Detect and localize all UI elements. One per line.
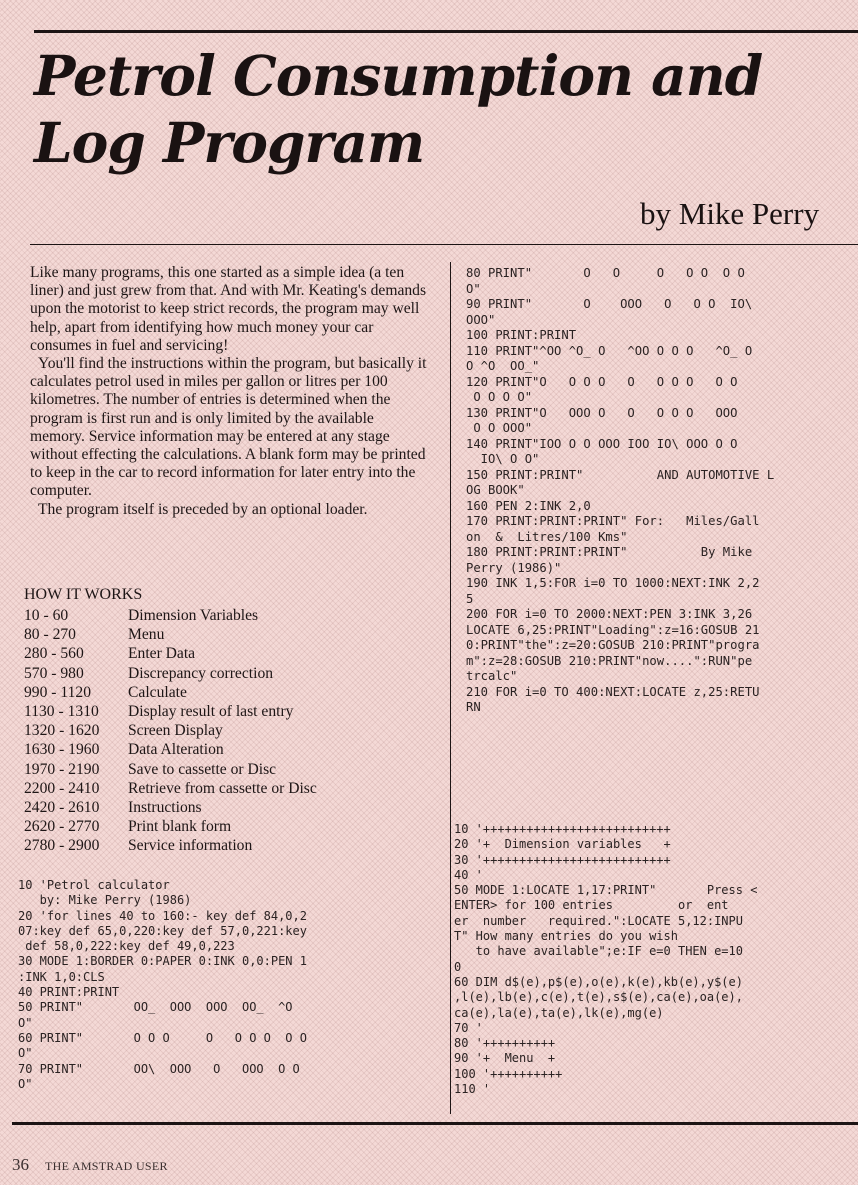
- section-description: Data Alteration: [128, 741, 224, 759]
- table-row: [24, 779, 434, 798]
- line-range: 2780 - 2900: [24, 837, 100, 855]
- byline: by Mike Perry: [640, 196, 820, 231]
- intro-text: [30, 264, 430, 519]
- title-line-2: Log Program: [34, 110, 425, 175]
- line-range: 1320 - 1620: [24, 722, 100, 740]
- table-row: [24, 836, 434, 855]
- title-line-1: Petrol Consumption and: [34, 43, 763, 108]
- line-range: 10 - 60: [24, 607, 69, 624]
- line-range: 2200 - 2410: [24, 779, 100, 797]
- table-row: [24, 740, 434, 759]
- section-description: Retrieve from cassette or Disc: [128, 779, 317, 797]
- table-row: [24, 817, 434, 836]
- code-listing-loader: 80 PRINT" O O O O O O O O" 90 PRINT" O OOO O O O IO\ OOO" 100 PRINT:PRINT 110 PRINT"^OO ^O_ O ^OO O O O ^O_ O O ^O OO_" 120 PRINT"O O O O O O O O O O O O O O" 130 PRINT"O OOO O O O O O OOO O O OOO" 140 PRINT"IOO O O OOO IOO IO\ OOO O O IO\ O O" 150 PRINT:PRINT" AND AUTOMOTIVE L OG BOOK" 160 PEN 2:INK 2,0 170 PRINT:PRINT:PRINT" For: Miles/Gall on & Litres/100 Kms" 180 PRINT:PRINT:PRINT" By Mike Perry (1986)" 190 INK 1,5:FOR i=0 TO 1000:NEXT:INK 2,2 5 200 FOR i=0 TO 2000:NEXT:PEN 3:INK 3,26 LOCATE 6,25:PRINT"Loading":z=16:GOSUB 21 0:PRINT"the":z=20:GOSUB 210:PRINT"progra m":z=28:GOSUB 210:PRINT"now....":RUN"pe trcalc" 210 FOR i=0 TO 400:NEXT:LOCATE z,25:RETU RN: [466, 266, 775, 714]
- table-row: [24, 625, 434, 644]
- line-range: 570 - 980: [24, 664, 84, 682]
- section-description: Calculate: [128, 683, 187, 701]
- article-title: [34, 42, 834, 176]
- magazine-name: THE AMSTRAD USER: [45, 1159, 168, 1173]
- section-description: Service information: [128, 837, 253, 855]
- line-range: 280 - 560: [24, 645, 84, 663]
- table-row: [24, 606, 434, 625]
- line-range: 1970 - 2190: [24, 760, 100, 778]
- page-footer: [12, 1155, 168, 1175]
- line-range: 80 - 270: [24, 626, 76, 644]
- section-description: Instructions: [128, 799, 202, 817]
- section-description: Display result of last entry: [128, 703, 294, 721]
- how-it-works-table: [24, 606, 434, 856]
- table-row: [24, 760, 434, 779]
- section-description: Save to cassette or Disc: [128, 760, 277, 778]
- top-rule: [34, 30, 858, 33]
- section-description: Enter Data: [128, 645, 196, 663]
- column-divider: [450, 262, 451, 1114]
- line-range: 2420 - 2610: [24, 799, 100, 817]
- page-number: 36: [12, 1155, 29, 1174]
- section-description: Screen Display: [128, 722, 223, 740]
- intro-paragraph: The program itself is preceded by an optional loader.: [38, 500, 368, 518]
- intro-paragraph: You'll find the instructions within the program, but basically it calculates petrol used in miles per gallon or litres per 100 kilometres. The number of entries is determined when the program is first run and is only limited by the available memory. Service information may be entered at any stage without effecting the calculations. A blank form may be printed to keep in the car to record information for later entry into the computer.: [30, 355, 427, 500]
- section-description: Menu: [128, 626, 165, 644]
- table-row: [24, 798, 434, 817]
- line-range: 990 - 1120: [24, 683, 91, 701]
- code-listing-main: 10 '++++++++++++++++++++++++++ 20 '+ Dimension variables + 30 '++++++++++++++++++++++++++ 40 ' 50 MODE 1:LOCATE 1,17:PRINT" Press < ENTER> for 100 entries or ent er number required.":LOCATE 5,12:INPU T" How many entries do you wish to have available";e:IF e=0 THEN e=10 0 60 DIM d$(e),p$(e),o(e),k(e),kb(e),y$(e) ,l(e),lb(e),c(e),t(e),s$(e),ca(e),oa(e), ca(e),la(e),ta(e),lk(e),mg(e) 70 ' 80 '++++++++++ 90 '+ Menu + 100 '++++++++++ 110 ': [454, 822, 758, 1097]
- line-range: 1630 - 1960: [24, 741, 100, 759]
- table-row: [24, 664, 434, 683]
- bottom-rule: [12, 1122, 858, 1125]
- section-description: Discrepancy correction: [128, 664, 274, 682]
- table-row: [24, 683, 434, 702]
- byline-rule: [30, 244, 858, 245]
- how-it-works-heading: HOW IT WORKS: [24, 586, 143, 603]
- code-listing-left: 10 'Petrol calculator by: Mike Perry (1986) 20 'for lines 40 to 160:- key def 84,0,2 07:key def 65,0,220:key def 57,0,221:key def 58,0,222:key def 49,0,223 30 MODE 1:BORDER 0:PAPER 0:INK 0,0:PEN 1 :INK 1,0:CLS 40 PRINT:PRINT 50 PRINT" OO_ OOO OOO OO_ ^O O" 60 PRINT" O O O O O O O O O O" 70 PRINT" OO\ OOO O OOO O O O": [18, 878, 307, 1091]
- section-description: Print blank form: [128, 818, 232, 836]
- line-range: 1130 - 1310: [24, 703, 99, 721]
- table-row: [24, 644, 434, 663]
- line-range: 2620 - 2770: [24, 818, 100, 836]
- section-description: Dimension Variables: [128, 607, 259, 624]
- table-row: [24, 702, 434, 721]
- table-row: [24, 721, 434, 740]
- intro-paragraph: Like many programs, this one started as a simple idea (a ten liner) and just grew from that. And with Mr. Keating's demands upon the motorist to keep strict records, the program may well help, apart from identifying how much money your car consumes in fuel and servicing!: [30, 264, 427, 354]
